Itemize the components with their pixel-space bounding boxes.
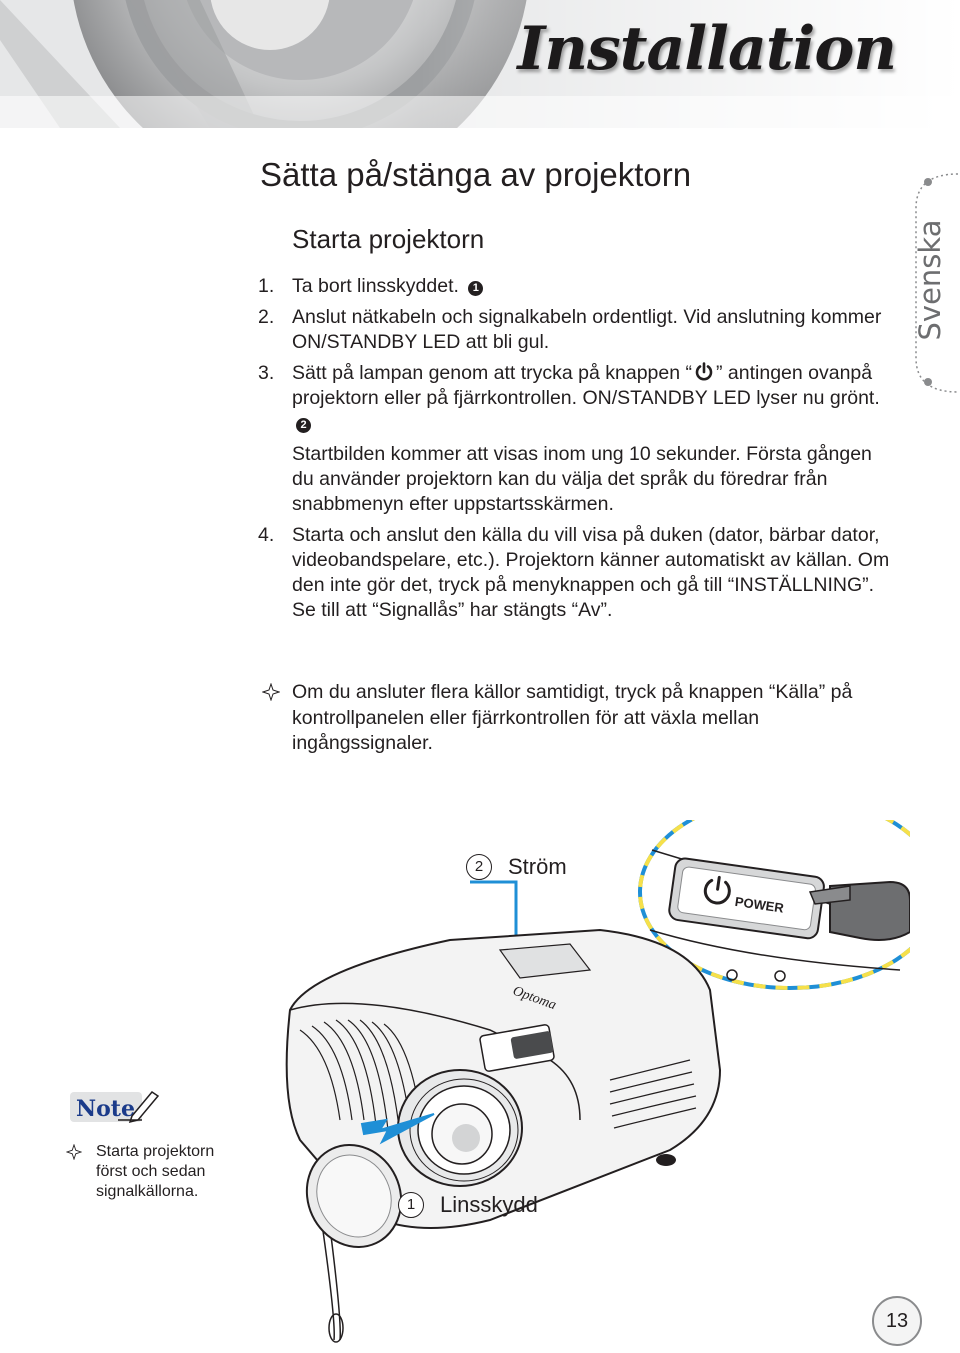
projector-brand-text: Optoma bbox=[510, 983, 559, 1014]
step-extra-text: Startbilden kommer att visas inom ung 10 sekunder. Första gången du använder projektorn kan du välja det språk du föredrar från snabbmenyn efter uppstartsskärmen. bbox=[292, 443, 872, 515]
note-pencil-icon bbox=[68, 1086, 160, 1126]
language-tab-label: Svenska bbox=[913, 219, 947, 341]
callout-marker-icon: 1 bbox=[398, 1192, 424, 1218]
step-text: Starta och anslut den källa du vill visa på duken (dator, bärbar dator, videobandspelare, etc.). Projektorn känner automatiskt av källan. Om den inte gör det, tryck på menyknappen och gå till “INSTÄLLNING”. bbox=[292, 524, 890, 596]
tip-text: Om du ansluter flera källor samtidigt, tryck på knappen “Källa” på kontrollpanelen eller fjärrkontrollen för att växla mellan ingångssignaler. bbox=[292, 681, 853, 754]
step-number: 1. bbox=[258, 275, 275, 297]
callout-power bbox=[466, 854, 567, 880]
page-number: 13 bbox=[872, 1296, 922, 1346]
step-number: 4. bbox=[258, 524, 275, 546]
diamond-bullet-icon bbox=[262, 683, 280, 701]
note-box bbox=[64, 1086, 244, 1226]
step-item bbox=[258, 274, 898, 299]
callout-marker-icon: 2 bbox=[466, 854, 492, 880]
callout-label: Linsskydd bbox=[440, 1192, 538, 1217]
step-item bbox=[258, 305, 898, 355]
projector-drawing bbox=[250, 820, 910, 1350]
step-item bbox=[258, 361, 898, 517]
note-logo-text: Note bbox=[76, 1096, 135, 1122]
subsection-title: Starta projektorn bbox=[292, 224, 485, 254]
projector-illustration bbox=[250, 820, 910, 1350]
callout-lens-cap bbox=[398, 1192, 538, 1218]
power-button-label: POWER bbox=[734, 893, 785, 916]
step-text: Sätt på lampan genom att trycka på knappen “ ” antingen ovanpå projektorn eller på fjärrkontrollen. ON/STANDBY LED lyser nu grönt. 2 bbox=[292, 362, 880, 431]
steps-list bbox=[258, 274, 898, 629]
step-text: Anslut nätkabeln och signalkabeln ordentligt. Vid anslutning kommer ON/STANDBY LED att bli gul. bbox=[292, 306, 882, 353]
step-item bbox=[258, 523, 898, 623]
section-title: Sätta på/stänga av projektorn bbox=[260, 156, 692, 193]
step-text: Ta bort linsskyddet. 1 bbox=[292, 274, 898, 299]
diamond-bullet-icon bbox=[66, 1144, 82, 1160]
tip-block bbox=[262, 680, 902, 757]
page-header-title: Installation bbox=[517, 14, 896, 84]
step-number: 3. bbox=[258, 362, 275, 384]
step-extra-text: Se till att “Signallås” har stängts “Av”. bbox=[292, 599, 613, 621]
callout-marker-icon: 1 bbox=[468, 281, 483, 296]
note-text: Starta projektorn först och sedan signalkällorna. bbox=[96, 1143, 215, 1200]
power-icon bbox=[694, 362, 714, 382]
callout-marker-icon: 2 bbox=[296, 418, 311, 433]
callout-label: Ström bbox=[508, 854, 567, 879]
step-number: 2. bbox=[258, 306, 275, 328]
header-band bbox=[0, 0, 960, 128]
